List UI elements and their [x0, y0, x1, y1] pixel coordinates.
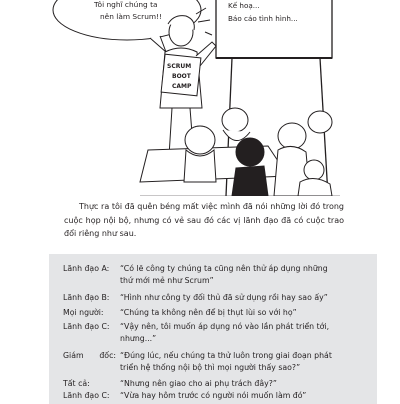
dialogue-row — [63, 350, 369, 374]
board-line-1: Kế hoạ... — [228, 1, 260, 10]
sign-line-3: CAMP — [172, 83, 192, 90]
dialogue-line: “Đúng lúc, nếu chúng ta thử luôn trong giai đoạn phát — [120, 351, 332, 360]
dialogue-line: nhưng...” — [120, 334, 157, 343]
speech-line-1: Tôi nghĩ chúng ta — [94, 0, 158, 9]
dialogue-speaker: Lãnh đạo C: — [63, 391, 110, 400]
dialogue-line: “Vậy nên, tôi muốn áp dụng nó vào lần phát triển tới, — [120, 322, 330, 331]
bootcamp-sign — [161, 54, 201, 96]
dialogue-speaker: Lãnh đạo B: — [63, 293, 110, 302]
dialogue-text: “Hình như công ty đối thủ đã sử dụng rồi hay sao ấy” — [120, 293, 328, 302]
speech-line-2: nên làm Scrum!! — [100, 12, 162, 21]
dialogue-text: “Nhưng nên giao cho ai phụ trách đây?” — [120, 379, 277, 388]
dialogue-row — [63, 292, 369, 304]
dialogue-text: “Chúng ta không nên để bị thụt lùi so với họ” — [120, 308, 297, 317]
dialogue-row — [63, 307, 369, 319]
dialogue-speaker — [63, 350, 120, 374]
dialogue-speaker: Lãnh đạo C: — [63, 322, 110, 331]
speaker-part: Giám — [63, 351, 84, 360]
sign-line-1: SCRUM — [167, 63, 192, 70]
dialogue-speaker: Mọi người: — [63, 308, 104, 317]
dialogue-text: “Vừa hay hôm trước có người nói muốn làm đó” — [120, 391, 307, 400]
sign-line-2: BOOT — [172, 73, 191, 80]
intro-paragraph: Thực ra tôi đã quên béng mất việc mình đã nói những lời đó trong cuộc họp nội bộ, nhưng có vẻ sau đó các vị lãnh đạo đã có cuộc trao đổi riêng như sau. — [64, 202, 344, 238]
dialogue-speaker: Lãnh đạo A: — [63, 264, 110, 273]
dialogue-row — [63, 263, 369, 287]
dialogue-text — [120, 350, 369, 374]
dialogue-row — [63, 378, 369, 390]
illustration — [0, 0, 400, 196]
dialogue-line: thứ mới mẻ như Scrum” — [120, 276, 214, 285]
dialogue-line: “Có lẽ công ty chúng ta cũng nên thử áp dụng những — [120, 264, 328, 273]
audience — [184, 108, 332, 196]
dialogue-line: triển hệ thống nội bộ thì mọi người thấy sao?” — [120, 363, 301, 372]
dialogue-speaker: Tất cả: — [63, 379, 90, 388]
dialogue-row — [63, 321, 369, 345]
board-line-2: Báo cáo tình hình... — [228, 14, 298, 23]
dialogue-text — [120, 321, 369, 345]
dialogue-text — [120, 263, 369, 287]
speaker-part: đốc: — [99, 351, 116, 360]
emphasis-lines — [196, 8, 212, 35]
dialogue-row — [63, 390, 369, 402]
